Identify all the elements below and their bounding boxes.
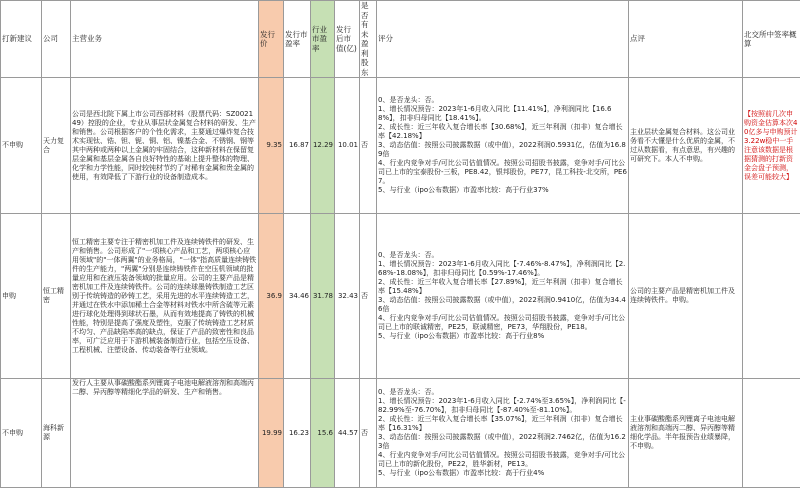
row-business: 恒工精密主要专注于精密机加工件及连续铸铁件的研发、生产和销售。公司形成了"一项核心产品和工艺，两项核心应用领域"的"一体两翼"的业务格局，"一体"指高质量连续铸铁件的生产能力，"两翼"分别是连续铸铁件在空压机领域的批量应用和在液压装备领域的批量应用。公司的主要产品是精密机加工件及连续铸铁件。公司的连续球墨铸铁制造工艺区别于传统铸造的砂铸工艺，采用先进的水平连续铸造工艺，并通过在铁水中添加稀土合金等材料对铁水中所含硫等元素进行球化处理得到球状石墨，从而有效地提高了铸铁的机械性能，特别是提高了强度及塑性，克服了传统铸造工艺材质不均匀、产品缺陷率高的缺点，保证了产品的致密性和良品率，可广泛应用于下游机械装备制造行业，包括空压设备、工程机械、注塑设备、传动装备等行业领域。: [71, 214, 259, 379]
row-advice: 申购: [1, 214, 42, 379]
row-review: [377, 379, 629, 488]
review-line: 1、增长情况预告：2023年1-6月收入同比【11.41%】，净利润同比【16.68%】，扣非归母同比【18.41%】。: [378, 105, 627, 123]
review-line: 2、成长性：近三年收入复合增长率【27.89%】，近三年利润（扣非）复合增长率【15.48%】: [378, 278, 627, 296]
row-pe-issue: 34.46: [284, 214, 311, 379]
row-bse: [743, 214, 800, 379]
review-line: 2、成长性：近三年收入复合增长率【30.68%】，近三年利润（扣非）复合增长率【42.18%】: [378, 123, 627, 141]
row-mcap: 32.43: [335, 214, 360, 379]
row-review: [377, 214, 629, 379]
table-row: [1, 379, 800, 488]
header-bse: 北交所中签率概算: [743, 1, 800, 78]
review-line: 5、与行业（ipo公布数据）市盈率比较：高于行业4%: [378, 469, 627, 478]
review-line: 3、动态估值：按照公司披露数据（或中值），2022利润0.5931亿，估值为16.89倍: [378, 141, 627, 159]
row-advice: 不申购: [1, 379, 42, 488]
row-mcap: 10.01: [335, 78, 360, 214]
row-bse: [743, 379, 800, 488]
row-price: 9.35: [259, 78, 284, 214]
header-mcap: 发行后市值(亿): [335, 1, 360, 78]
row-comment: 主业层状金属复合材料。这公司业务看不大懂是什么优质的金属，不过从数据看，有点意思，有兴趣的可研究下。本人不申购。: [629, 78, 743, 214]
header-business: 主营业务: [71, 1, 259, 78]
row-company: 恒工精密: [42, 214, 71, 379]
header-advice: 打新建议: [1, 1, 42, 78]
row-pe-industry: 12.29: [311, 78, 335, 214]
table-row: [1, 78, 800, 214]
row-review: [377, 78, 629, 214]
review-line: 0、是否龙头：否。: [378, 251, 627, 260]
row-price: 36.9: [259, 214, 284, 379]
row-pe-industry: 15.6: [311, 379, 335, 488]
row-company: 海科新源: [42, 379, 71, 488]
row-pe-issue: 16.23: [284, 379, 311, 488]
row-unprofit: 否: [360, 379, 377, 488]
header-price: 发行价: [259, 1, 284, 78]
row-business: 公司是西北院下属上市公司西部材料（股票代码：SZ002149）控股的企业，专业从事层状金属复合材料的研发、生产和销售。公司根据客户的个性化需求，主要通过爆炸复合技术实现钛、锆、钽、铌、铜、铝、镍基合金、不锈钢、钢等其中两种或两种以上金属的牢固结合，这种新材料在保留复层金属和基层金属各自良好特性的基础上提升整体的物理、化学和力学性能，同时较钝材节约了对稀有金属和贵金属的使用，有效降低了下游行业的设备制造成本。: [71, 78, 259, 214]
row-pe-industry: 31.78: [311, 214, 335, 379]
review-line: 3、动态估值：按照公司披露数据（或中值），2022利润2.7462亿，估值为16.23倍: [378, 433, 627, 451]
review-line: 5、与行业（ipo公布数据）市盈率比较：高于行业37%: [378, 186, 627, 195]
row-advice: 不申购: [1, 78, 42, 214]
row-bse: 【按照前几次申购资金估算本次40亿多与申购预计3.22w稳中一手注意该数据是根据猜测的打新资金会盘子预测，误差可能较大】: [743, 78, 800, 214]
header-pe-issue: 发行市盈率: [284, 1, 311, 78]
row-mcap: 44.57: [335, 379, 360, 488]
row-company: 天力复合: [42, 78, 71, 214]
header-row: [1, 1, 800, 78]
review-line: 0、是否龙头：否。: [378, 96, 627, 105]
row-unprofit: 否: [360, 78, 377, 214]
review-line: 1、增长情况预告：2023年1-6月收入同比【-2.74%至3.65%】，净利润同比【-82.99%至-76.70%】，扣非归母同比【-87.40%至-81.10%】。: [378, 397, 627, 415]
row-comment: 主业事碳酸酯系列锂离子电池电解液溶剂和高端丙二醇、异丙醇等精细化学品。半年报预告业绩暴降，不申购。: [629, 379, 743, 488]
row-business: 发行人主要从事碳酸酯系列锂离子电池电解液溶剂和高端丙二醇、异丙醇等精细化学品的研发、生产和销售。: [71, 379, 259, 488]
review-line: 2、成长性：近三年收入复合增长率【35.07%】，近三年利润（扣非）复合增长率【16.31%】: [378, 415, 627, 433]
review-line: 4、行业内竞争对手/可比公司估值情况。按照公司招股书披露，竞争对手/可比公司已上市的新化股份，PE22，胜华新材，PE13。: [378, 451, 627, 469]
header-review: 评分: [377, 1, 629, 78]
header-comment: 点评: [629, 1, 743, 78]
review-line: 4、行业内竞争对手/可比公司估值情况。按照公司招股书披露，竞争对手/可比公司已上市的联诚精密，PE25，联诚精密，PE73，华翔股份，PE18。: [378, 314, 627, 332]
review-line: 3、动态估值：按照公司披露数据（或中值），2022利润0.9410亿，估值为34.46倍: [378, 296, 627, 314]
review-line: 4、行业内竞争对手/可比公司估值情况。按照公司招股书披露，竞争对手/可比公司已上市的宝泰股份-三板，PE8.42，银邦股份，PE77，昆工科技-北交所，PE67。: [378, 159, 627, 186]
table-row: [1, 214, 800, 379]
header-pe-industry: 行业市盈率: [311, 1, 335, 78]
row-comment: 公司的主要产品是精密机加工件及连续铸铁件。申购。: [629, 214, 743, 379]
review-line: 5、与行业（ipo公布数据）市盈率比较：高于行业8%: [378, 332, 627, 341]
row-price: 19.99: [259, 379, 284, 488]
review-line: 0、是否龙头：否。: [378, 388, 627, 397]
header-company: 公司: [42, 1, 71, 78]
row-pe-issue: 16.87: [284, 78, 311, 214]
review-line: 1、增长情况预告：2023年1-6月收入同比【-7.46%-8.47%】，净利润同比【2.68%-18.08%】，扣非归母同比【0.59%-17.46%】。: [378, 260, 627, 278]
row-unprofit: 否: [360, 214, 377, 379]
header-unprofit: 是否有未盈利股东: [360, 1, 377, 78]
